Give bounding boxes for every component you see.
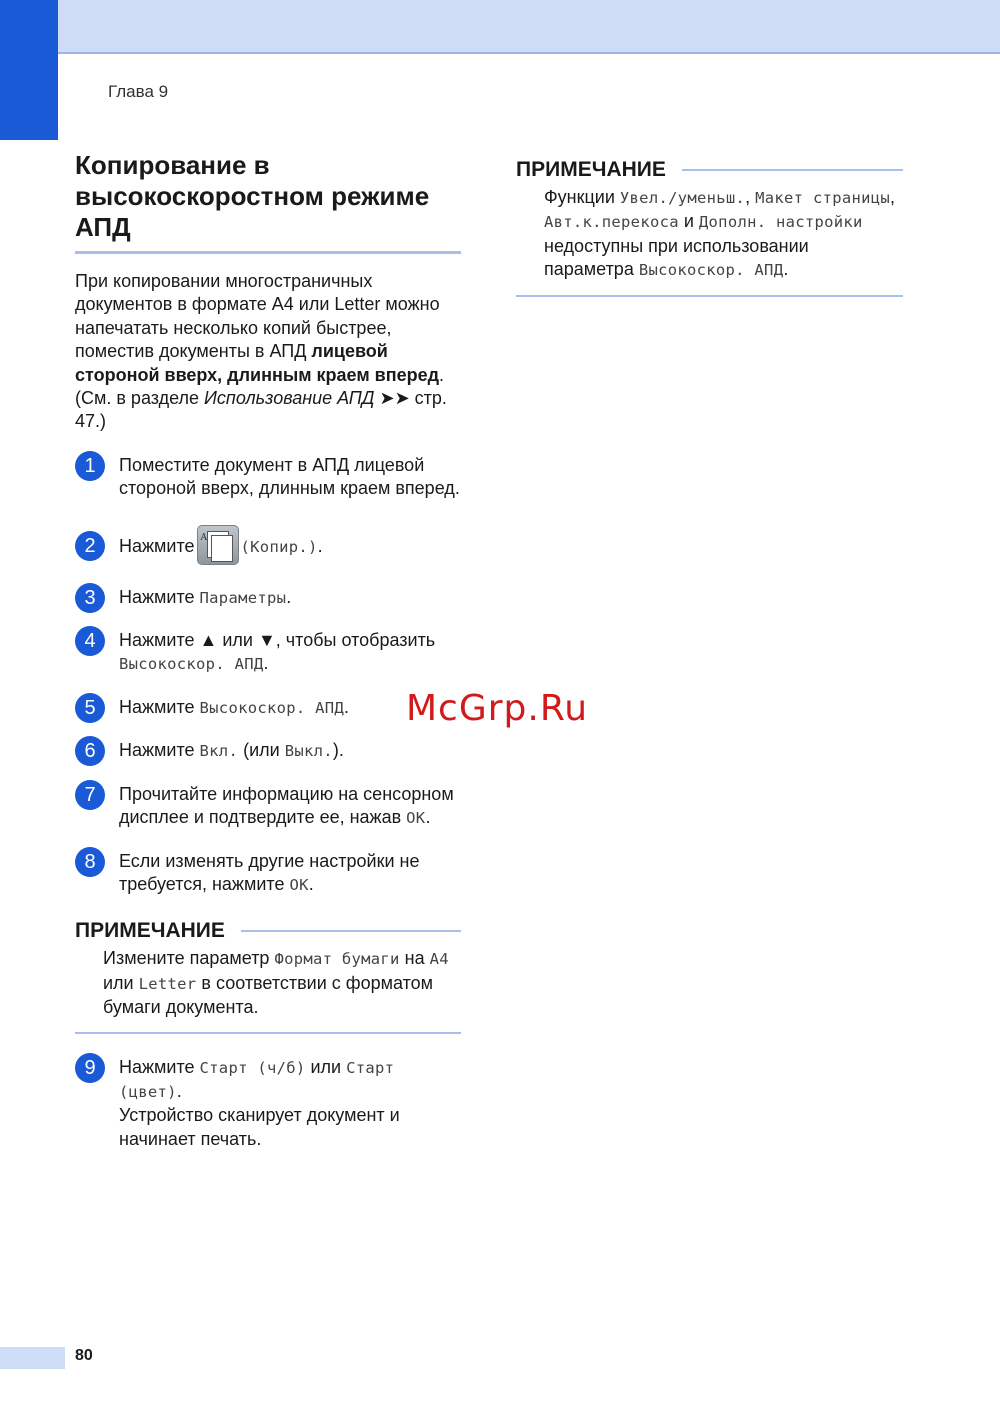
note-rule bbox=[241, 930, 461, 932]
note-title: ПРИМЕЧАНИЕ bbox=[516, 158, 666, 181]
note-text: и bbox=[678, 211, 699, 232]
mono-start-label: Старт (ч/б) bbox=[199, 1058, 306, 1077]
enlarge-reduce-label: Увел./уменьш. bbox=[619, 189, 746, 207]
colour-start-label: Старт (цвет) bbox=[119, 1058, 395, 1101]
step-number-6: 6 bbox=[75, 736, 105, 766]
step-text-after: . bbox=[286, 586, 292, 607]
chapter-label: Глава 9 bbox=[108, 82, 169, 101]
options-label: Параметры bbox=[199, 588, 287, 607]
step-text bbox=[119, 739, 461, 763]
step-number-1: 1 bbox=[75, 451, 105, 481]
header-band bbox=[0, 0, 1000, 54]
intro-bold: лицевой стороной вверх, длинным краем вперед bbox=[75, 341, 440, 385]
on-label: Вкл. bbox=[199, 742, 239, 761]
deskew-label: Авт.к.перекоса bbox=[544, 213, 679, 232]
watermark: McGrp.Ru bbox=[406, 688, 589, 729]
arrow-icon: ➤➤ bbox=[379, 388, 410, 409]
copy-button-icon[interactable] bbox=[197, 525, 239, 565]
intro-paragraph bbox=[75, 270, 461, 434]
step-number-9: 9 bbox=[75, 1053, 105, 1083]
step-text-after: . bbox=[344, 696, 350, 717]
right-column bbox=[516, 158, 903, 297]
note-bottom-rule bbox=[75, 1032, 461, 1034]
step-item bbox=[75, 586, 461, 610]
letter-label: Letter bbox=[138, 974, 197, 993]
note-body bbox=[75, 947, 461, 1019]
step-text-after: ). bbox=[332, 740, 344, 761]
step-text-before: Нажмите ▲ или ▼, чтобы отобразить bbox=[119, 630, 436, 651]
step-text-after: . bbox=[425, 807, 431, 828]
note-body bbox=[516, 186, 903, 283]
step-number-2: 2 bbox=[75, 531, 105, 561]
off-label: Выкл. bbox=[284, 742, 333, 761]
ok-label: OK bbox=[289, 875, 309, 894]
note-text: Измените параметр bbox=[103, 948, 275, 969]
step-item bbox=[75, 527, 461, 567]
paper-size-label: Формат бумаги bbox=[274, 950, 400, 969]
step-item bbox=[75, 783, 461, 831]
step-item bbox=[75, 629, 461, 677]
note-text: или bbox=[103, 972, 139, 993]
step-text-after: . bbox=[308, 873, 314, 894]
step-item bbox=[75, 739, 461, 763]
step-number-8: 8 bbox=[75, 847, 105, 877]
note-rule bbox=[682, 169, 903, 171]
fast-adf-label: Высокоскор. АПД bbox=[638, 261, 784, 280]
note-text: на bbox=[399, 948, 430, 969]
step-number-5: 5 bbox=[75, 693, 105, 723]
step-text bbox=[119, 629, 461, 677]
step-text bbox=[119, 1056, 461, 1105]
intro-text-3: стр. 47.) bbox=[75, 388, 447, 432]
fast-adf-label: Высокоскор. АПД bbox=[119, 655, 264, 674]
chapter-tab bbox=[0, 0, 58, 140]
step-item bbox=[75, 696, 461, 720]
step-number-3: 3 bbox=[75, 583, 105, 613]
note-bottom-rule bbox=[516, 295, 903, 297]
note-box bbox=[75, 919, 461, 1033]
step-text bbox=[119, 586, 461, 610]
step-item bbox=[75, 850, 461, 898]
copy-icon-letter: A bbox=[200, 532, 208, 543]
title-rule bbox=[75, 251, 461, 254]
step-text-mid: (или bbox=[238, 740, 285, 761]
step-text-before: Нажмите bbox=[119, 740, 200, 761]
note-title: ПРИМЕЧАНИЕ bbox=[75, 919, 225, 943]
step-text-after: . bbox=[317, 535, 323, 556]
step-text-after: . bbox=[263, 653, 269, 674]
step-text-before: Нажмите bbox=[119, 535, 195, 556]
steps-list bbox=[75, 454, 461, 897]
step-text-before: Нажмите bbox=[119, 1056, 200, 1077]
step-item bbox=[75, 1056, 461, 1152]
note-header bbox=[75, 919, 461, 943]
intro-link[interactable]: Использование АПД bbox=[204, 388, 375, 409]
step-text-before: Прочитайте информацию на сенсорном дисплее и подтвердите ее, нажав bbox=[119, 783, 454, 828]
fast-adf-label: Высокоскор. АПД bbox=[199, 698, 345, 717]
page-number: 80 bbox=[75, 1347, 93, 1364]
note-text: , bbox=[890, 187, 896, 207]
left-column bbox=[75, 150, 461, 1170]
note-header bbox=[516, 158, 903, 182]
step-number-7: 7 bbox=[75, 780, 105, 810]
section-title: Копирование в высокоскоростном режиме АПД bbox=[75, 150, 430, 242]
step-result-text: Устройство сканирует документ и начинает печать. bbox=[119, 1105, 400, 1149]
note-text: недоступны при использовании параметра bbox=[544, 235, 809, 280]
ok-label: OK bbox=[406, 809, 426, 828]
step-text-before: Нажмите bbox=[119, 696, 200, 717]
step-text bbox=[119, 783, 461, 831]
note-text: в соответствии с форматом бумаги документа. bbox=[103, 972, 434, 1018]
copy-label: (Копир.) bbox=[240, 537, 318, 556]
step-text: Поместите документ в АПД лицевой стороной вверх, длинным краем вперед. bbox=[119, 454, 460, 499]
intro-text-2: . (См. в разделе bbox=[75, 364, 445, 409]
step-text bbox=[119, 850, 461, 898]
step-item bbox=[75, 454, 461, 501]
step-text-mid: или bbox=[305, 1056, 347, 1077]
page-layout-label: Макет страницы bbox=[755, 189, 891, 207]
step-number-4: 4 bbox=[75, 626, 105, 656]
note-text: . bbox=[783, 259, 789, 280]
step-text-before: Если изменять другие настройки не требуется, нажмите bbox=[119, 850, 420, 894]
step-text-after: . bbox=[176, 1080, 182, 1101]
intro-text-1: При копировании многостраничных документов в формате A4 или Letter можно напечатать несколько копий быстрее, поместив документы в АПД bbox=[75, 271, 440, 362]
step-text-before: Нажмите bbox=[119, 586, 200, 607]
footer-band bbox=[0, 1347, 65, 1369]
a4-label: A4 bbox=[429, 950, 449, 969]
note-text: Функции bbox=[544, 187, 620, 207]
note-text: , bbox=[745, 187, 756, 207]
step-text bbox=[119, 527, 461, 567]
advanced-settings-label: Дополн. настройки bbox=[698, 213, 863, 232]
